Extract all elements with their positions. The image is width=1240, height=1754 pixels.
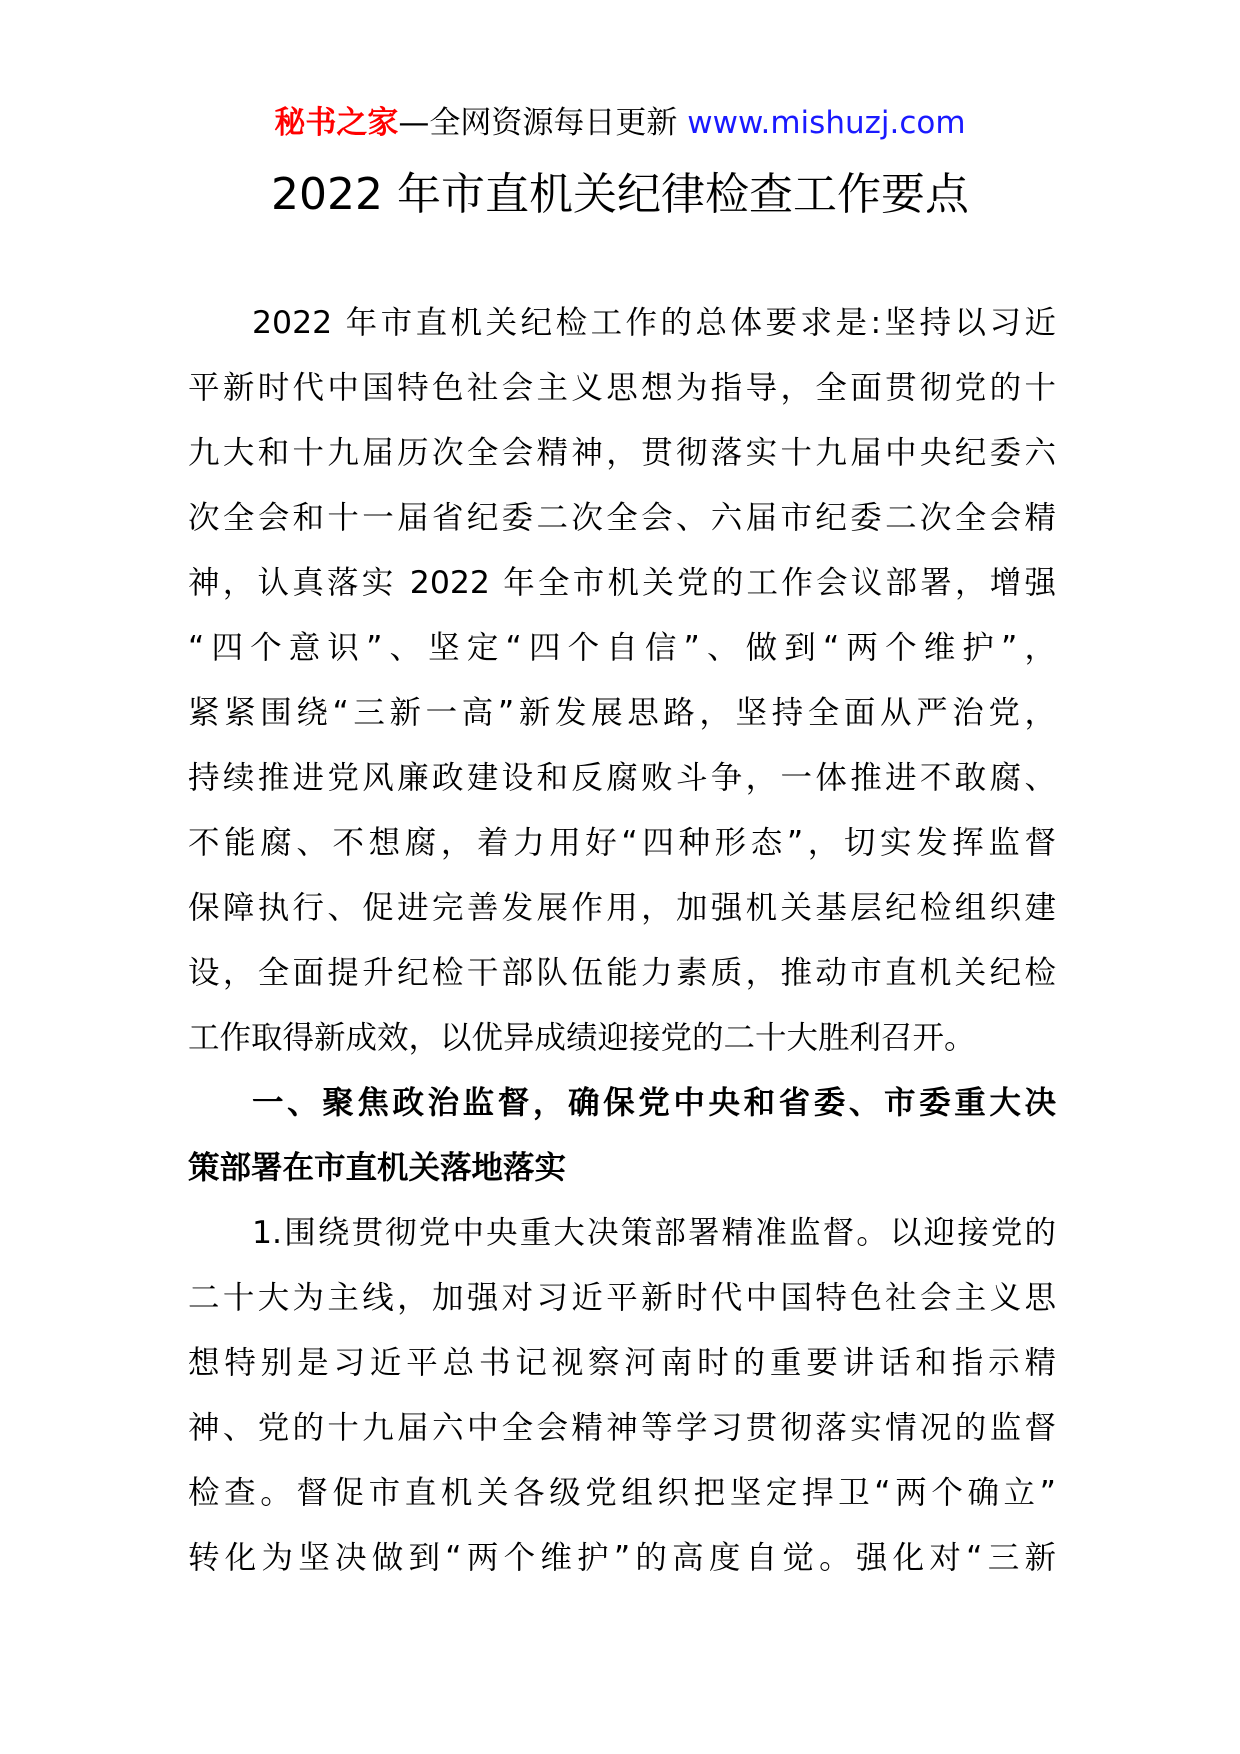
paragraph-line: 神，认真落实 2022 年全市机关党的工作会议部署，增强 bbox=[188, 565, 1056, 601]
paragraph-line: 平新时代中国特色社会主义思想为指导，全面贯彻党的十 bbox=[188, 370, 1056, 406]
paragraph-line: “四个意识”、坚定“四个自信”、做到“两个维护”， bbox=[188, 630, 1056, 666]
document-body bbox=[188, 291, 1056, 1591]
site-header bbox=[0, 100, 1240, 146]
paragraph-line: 不能腐、不想腐，着力用好“四种形态”，切实发挥监督 bbox=[188, 825, 1056, 861]
paragraph-line: 工作取得新成效，以优异成绩迎接党的二十大胜利召开。 bbox=[188, 1020, 976, 1056]
paragraph-line: 检查。督促市直机关各级党组织把坚定捍卫“两个确立” bbox=[188, 1475, 1056, 1511]
section-heading-line: 策部署在市直机关落地落实 bbox=[188, 1150, 567, 1186]
site-brand: 秘书之家 bbox=[274, 105, 399, 141]
site-url[interactable]: www.mishuzj.com bbox=[687, 105, 966, 141]
document-title: 2022 年市直机关纪律检查工作要点 bbox=[271, 169, 969, 220]
paragraph-line: 紧紧围绕“三新一高”新发展思路，坚持全面从严治党， bbox=[188, 695, 1056, 731]
paragraph-line: 想特别是习近平总书记视察河南时的重要讲话和指示精 bbox=[188, 1345, 1056, 1381]
paragraph-line: 转化为坚决做到“两个维护”的高度自觉。强化对“三新 bbox=[188, 1540, 1056, 1576]
paragraph-line: 神、党的十九届六中全会精神等学习贯彻落实情况的监督 bbox=[188, 1410, 1056, 1446]
section-heading-line: 一、聚焦政治监督，确保党中央和省委、市委重大决 bbox=[252, 1085, 1056, 1121]
paragraph-line: 2022 年市直机关纪检工作的总体要求是:坚持以习近 bbox=[252, 305, 1056, 341]
site-tagline: —全网资源每日更新 bbox=[398, 105, 678, 141]
paragraph-line: 次全会和十一届省纪委二次全会、六届市纪委二次全会精 bbox=[188, 500, 1056, 536]
paragraph-line: 九大和十九届历次全会精神，贯彻落实十九届中央纪委六 bbox=[188, 435, 1056, 471]
paragraph-line: 保障执行、促进完善发展作用，加强机关基层纪检组织建 bbox=[188, 890, 1056, 926]
paragraph-line: 二十大为主线，加强对习近平新时代中国特色社会主义思 bbox=[188, 1280, 1056, 1316]
paragraph-line: 1.围绕贯彻党中央重大决策部署精准监督。以迎接党的 bbox=[252, 1215, 1056, 1251]
paragraph-line: 设，全面提升纪检干部队伍能力素质，推动市直机关纪检 bbox=[188, 955, 1056, 991]
paragraph-line: 持续推进党风廉政建设和反腐败斗争，一体推进不敢腐、 bbox=[188, 760, 1056, 796]
